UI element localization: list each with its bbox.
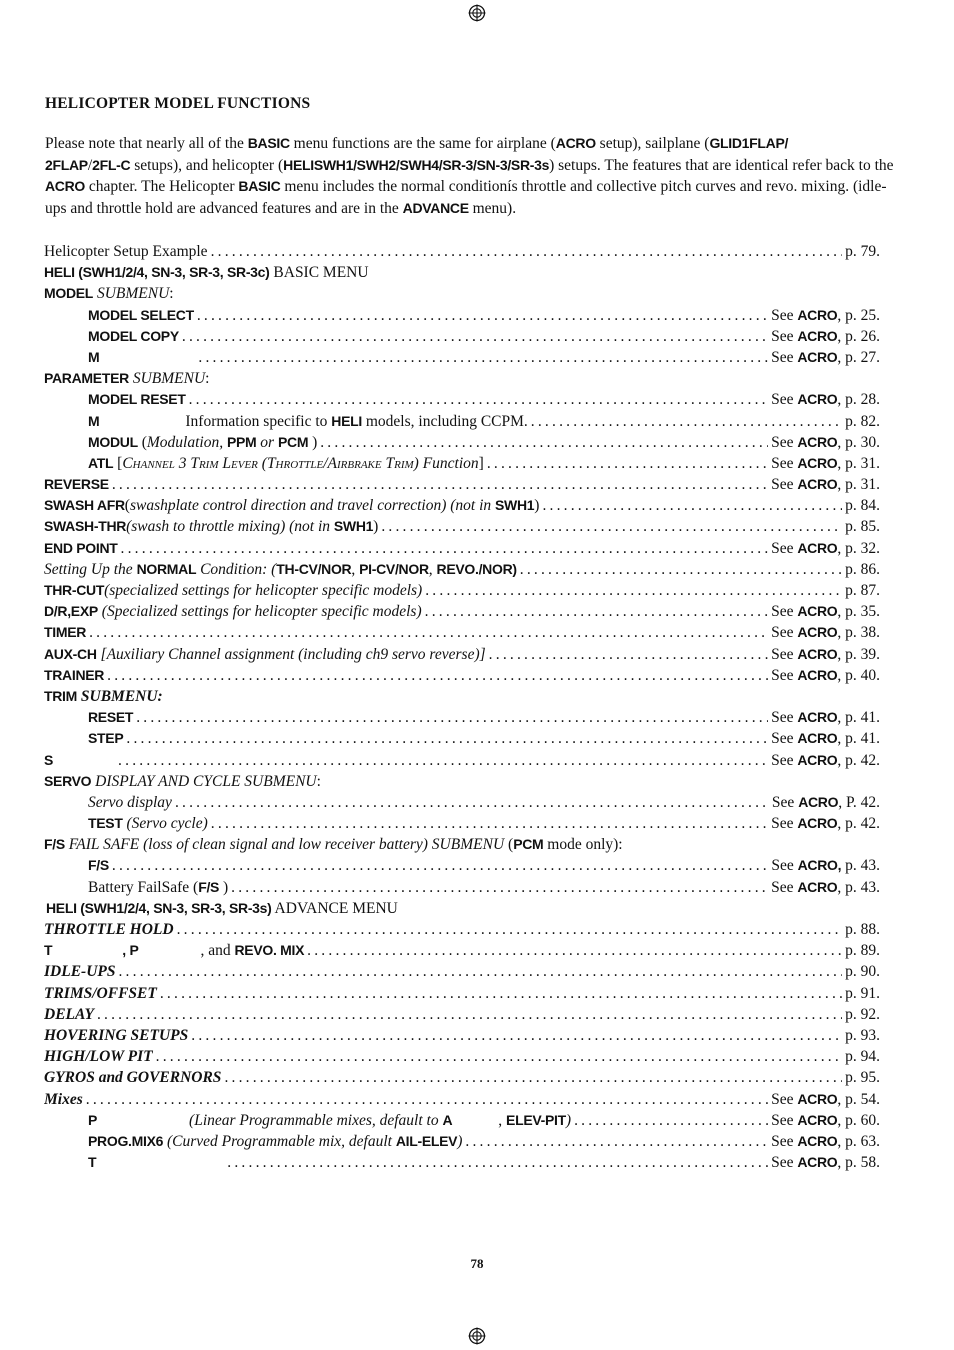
toc-entry-s: S ..... See ACRO, p. 42.	[44, 752, 880, 773]
toc-entry-battery-failsafe: Battery FailSafe (F/S ) ..... See ACRO, p. 43.	[44, 879, 880, 900]
intro-paragraph: Please note that nearly all of the BASIC menu functions are the same for airplane (ACRO setup), sailplane (GLID1FLAP/ 2FLAP/2FL-C setups), and helicopter (HELISWH1/SWH2/SWH4/SR-3/SN-3/SR-3s) setups. The features that are identical refer back to the ACRO chapter. The Helicopter BASIC menu includes the normal conditionís throttle and collective pitch curves and revo. mixing. (idle-ups and throttle hold are advanced features and are in the ADVANCE menu).	[45, 135, 894, 217]
toc-entry-thr-cut: THR-CUT(specialized settings for helicopter specific models) ..... p. 87.	[44, 582, 880, 603]
toc-entry-fs: F/S ..... See ACRO, p. 43.	[44, 857, 880, 878]
toc-entry-aux-ch: AUX-CH [Auxiliary Channel assignment (including ch9 servo reverse)] ..... See ACRO, p. 39.	[44, 646, 880, 667]
toc-entry-trims-offset: TRIMS/OFFSET ..... p. 91.	[44, 985, 880, 1006]
toc-entry-normal-condition: Setting Up the NORMAL Condition: (TH-CV/NOR, PI-CV/NOR, REVO./NOR) ..... p. 86.	[44, 561, 880, 582]
toc-heading-basic-menu: HELI (SWH1/2/4, SN-3, SR-3, SR-3c) BASIC MENU	[44, 264, 369, 282]
toc-entry-hovering-setups: HOVERING SETUPS ..... p. 93.	[44, 1027, 880, 1048]
toc-entry-delay: DELAY ..... p. 92.	[44, 1006, 880, 1027]
toc-entry-step: STEP ..... See ACRO, p. 41.	[44, 730, 880, 751]
toc-entry-model-select: MODEL SELECT ..... See ACRO, p. 25.	[44, 307, 880, 328]
toc-entry-modul: MODUL (Modulation, PPM or PCM ) ..... See ACRO, p. 30.	[44, 434, 880, 455]
section-heading: HELICOPTER MODEL FUNCTIONS	[45, 95, 311, 112]
toc-entry-model-copy: MODEL COPY ..... See ACRO, p. 26.	[44, 328, 880, 349]
toc-entry-reset: RESET ..... See ACRO, p. 41.	[44, 709, 880, 730]
page-number: 78	[470, 1256, 484, 1271]
toc-entry-test: TEST (Servo cycle) ..... See ACRO, p. 42.	[44, 815, 880, 836]
toc-entry-t-last: T ..... See ACRO, p. 58.	[44, 1154, 880, 1175]
toc-entry-model-m2: M Information specific to HELI models, including CCPM. ..... p. 82.	[44, 413, 880, 434]
toc-heading-servo-submenu: SERVO DISPLAY AND CYCLE SUBMENU:	[44, 772, 321, 790]
toc-entry-gyros-governors: GYROS and GOVERNORS ..... p. 95.	[44, 1069, 880, 1090]
registration-mark-icon	[468, 4, 486, 22]
toc-entry-atl: ATL [Channel 3 Trim Lever (Throttle/Airbrake Trim) Function] ..... See ACRO, p. 31.	[44, 455, 880, 476]
toc-heading-trim-submenu: TRIM SUBMENU:	[44, 687, 163, 705]
toc-heading-advance-menu: HELI (SWH1/2/4, SN-3, SR-3, SR-3s) ADVANCE MENU	[46, 899, 398, 917]
toc-entry-swash-afr: SWASH AFR(swashplate control direction and travel correction) (not in SWH1) ..... p. 84.	[44, 497, 880, 518]
toc-entry-model-reset: MODEL RESET ..... See ACRO, p. 28.	[44, 391, 880, 412]
toc-entry-reverse: REVERSE ..... See ACRO, p. 31.	[44, 476, 880, 497]
registration-mark-icon	[468, 1327, 486, 1345]
toc-entry-servo-display: Servo display ..... See ACRO, P. 42.	[44, 794, 880, 815]
toc-heading-parameter-submenu: PARAMETER SUBMENU:	[44, 370, 210, 388]
toc-entry-prog-linear: P (Linear Programmable mixes, default to A , ELEV-PIT) ..... See ACRO, p. 60.	[44, 1112, 880, 1133]
toc-entry-prog-mix6: PROG.MIX6 (Curved Programmable mix, default AIL-ELEV) ..... See ACRO, p. 63.	[44, 1133, 880, 1154]
toc-entry-idle-ups: IDLE-UPS ..... p. 90.	[44, 963, 880, 984]
toc-entry-mixes: Mixes ..... See ACRO, p. 54.	[44, 1091, 880, 1112]
table-of-contents	[44, 243, 880, 1175]
toc-entry-end-point: END POINT ..... See ACRO, p. 32.	[44, 540, 880, 561]
toc-entry-timer: TIMER ..... See ACRO, p. 38.	[44, 624, 880, 645]
toc-entry-swash-thr: SWASH-THR(swash to throttle mixing) (not in SWH1) ..... p. 85.	[44, 518, 880, 539]
toc-entry-high-low-pit: HIGH/LOW PIT ..... p. 94.	[44, 1048, 880, 1069]
toc-entry-throttle-hold: THROTTLE HOLD ..... p. 88.	[44, 921, 880, 942]
toc-entry-model-m1: M ..... See ACRO, p. 27.	[44, 349, 880, 370]
toc-entry-dr-exp: D/R,EXP (Specialized settings for helicopter specific models) ..... See ACRO, p. 35.	[44, 603, 880, 624]
toc-entry-setup-example: Helicopter Setup Example ..... p. 79.	[44, 243, 880, 264]
toc-heading-model-submenu: MODEL SUBMENU:	[44, 285, 174, 303]
toc-entry-throttle-pitch-revo: T , P , and REVO. MIX ..... p. 89.	[44, 942, 880, 963]
toc-heading-fs-submenu: F/S FAIL SAFE (loss of clean signal and low receiver battery) SUBMENU (PCM mode only):	[44, 836, 623, 854]
toc-entry-trainer: TRAINER ..... See ACRO, p. 40.	[44, 667, 880, 688]
